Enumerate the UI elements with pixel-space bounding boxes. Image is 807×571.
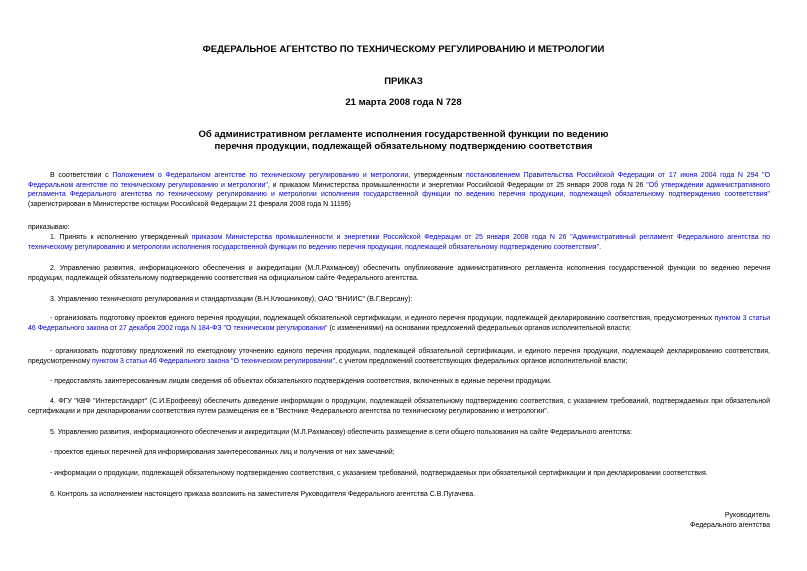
link-admin-regulation-approval[interactable]: "Об утверждении административного регламента Федерального агентства по техническому регулированию и метрологии исполнения государственной функции по ведению перечня продукции, подлежащей обязательному подтверждению соответствия" (28, 181, 770, 198)
subject-line-2: перечня продукции, подлежащей обязательному подтверждению соответствия (214, 141, 593, 152)
preamble-text: , утвержденным (408, 172, 466, 179)
paragraph-text: , с учетом предложений соответствующих федеральных органов исполнительной власти; (335, 357, 628, 365)
doc-type-heading: ПРИКАЗ (384, 76, 423, 87)
preamble-text: (зарегистрирован в Министерстве юстиции Российской Федерации 21 февраля 2008 года N 11195) (28, 200, 351, 208)
paragraph-text: . (599, 243, 602, 251)
subject-line-1: Об административном регламенте исполнения государственной функции по ведению (198, 129, 609, 140)
signature-org: Федерального агентства (690, 522, 770, 529)
paragraph-3b (28, 347, 770, 366)
paragraph-6: 6. Контроль за исполнением настоящего приказа возложить на заместителя Руководителя Федерального агентства С.В.Пугачева. (50, 491, 476, 498)
paragraph-2: 2. Управлению развития, информационного обеспечения и аккредитации (М.Л.Рахманову) обеспечить опубликование административного регламента исполнения государственной функции по ведению перечня продукции, подлежащей обязательному подтверждению соответствия на официальном сайте Федерального агентства. (28, 265, 770, 282)
paragraph-3c: - предоставлять заинтересованным лицам сведения об объектах обязательного подтверждения соответствия, включенных в единые перечни продукции. (50, 378, 552, 385)
paragraph-3: 3. Управлению технического регулирования и стандартизации (В.Н.Клюшникову), ОАО "ВНИИС" (В.Г.Версану): (50, 296, 413, 303)
link-agency-regulation[interactable]: Положением о Федеральном агентстве по техническому регулированию и метрологии (112, 172, 409, 179)
paragraph-text: - организовать подготовку проектов единого перечня продукции, подлежащей обязательной сертификации, и единого перечня продукции, подлежащей декларированию соответствия, предусмотренных (50, 315, 715, 322)
link-federal-law-184[interactable]: пунктом 3 статьи 46 Федерального закона от 27 декабря 2002 года N 184-ФЗ "О техническом регулировании" (28, 315, 771, 332)
signature-title: Руководитель (724, 512, 770, 519)
preamble-text: В соответствии с (50, 172, 113, 179)
paragraph-1 (28, 233, 770, 252)
link-government-resolution[interactable]: постановлением Правительства Российской Федерации от 17 июня 2004 года N 294 "О Федеральном агентстве по техническому регулированию и метрологии" (28, 172, 771, 189)
paragraph-text: - организовать подготовку предложений по ежегодному уточнению единого перечня продукции, подлежащей обязательной сертификации, и единого перечня продукции, подлежащей декларированию соответствия, предусмотренному (28, 348, 770, 365)
order-word: приказываю: (28, 224, 70, 231)
paragraph-text: (с изменениями) на основании предложений федеральных органов исполнительной власти; (327, 324, 631, 332)
paragraph-4: 4. ФГУ "КВФ "Интерстандарт" (С.И.Ерофееву) обеспечить доведение информации о продукции, подлежащей обязательному подтверждению соответствия, с указанием требований, подтверждаемых при обязательной сертификации и при декларировании соответствия путем размещения ее в "Вестнике Федерального агентства по техническому регулированию и метрологии". (28, 398, 770, 415)
agency-heading: ФЕДЕРАЛЬНОЕ АГЕНТСТВО ПО ТЕХНИЧЕСКОМУ РЕГУЛИРОВАНИЮ И МЕТРОЛОГИИ (202, 44, 605, 55)
date-number: 21 марта 2008 года N 728 (345, 97, 462, 108)
link-ministry-order[interactable]: приказом Министерства промышленности и энергетики Российской Федерации от 25 января 2008 года N 26 (191, 234, 567, 241)
paragraph-5: 5. Управлению развития, информационного обеспечения и аккредитации (М.Л.Рахманову) обеспечить размещение в сети общего пользования на сайте Федерального агентства: (50, 429, 632, 436)
link-federal-law-tech-regulation[interactable]: пунктом 3 статьи 46 Федерального закона "О техническом регулировании" (91, 357, 336, 365)
paragraph-3a (28, 314, 770, 333)
paragraph-text: 1. Принять к исполнению утвержденный (50, 234, 192, 241)
paragraph-5a: - проектов единых перечней для информирования заинтересованных лиц и получения от них замечаний; (50, 449, 395, 456)
preamble-paragraph (28, 171, 770, 209)
preamble-text: , и приказом Министерства промышленности и энергетики Российской Федерации от 25 января 2008 года N 26 (267, 181, 647, 189)
paragraph-5b: - информации о продукции, подлежащей обязательному подтверждению соответствия, с указанием требований, подтверждаемых при обязательной сертификации и при декларировании соответствия. (50, 470, 708, 477)
link-admin-regulation[interactable]: "Административный регламент Федерального агентства по техническому регулированию и метрологии исполнения государственной функции по ведению перечня продукции, подлежащей обязательному подтверждению соответствия" (28, 234, 770, 251)
